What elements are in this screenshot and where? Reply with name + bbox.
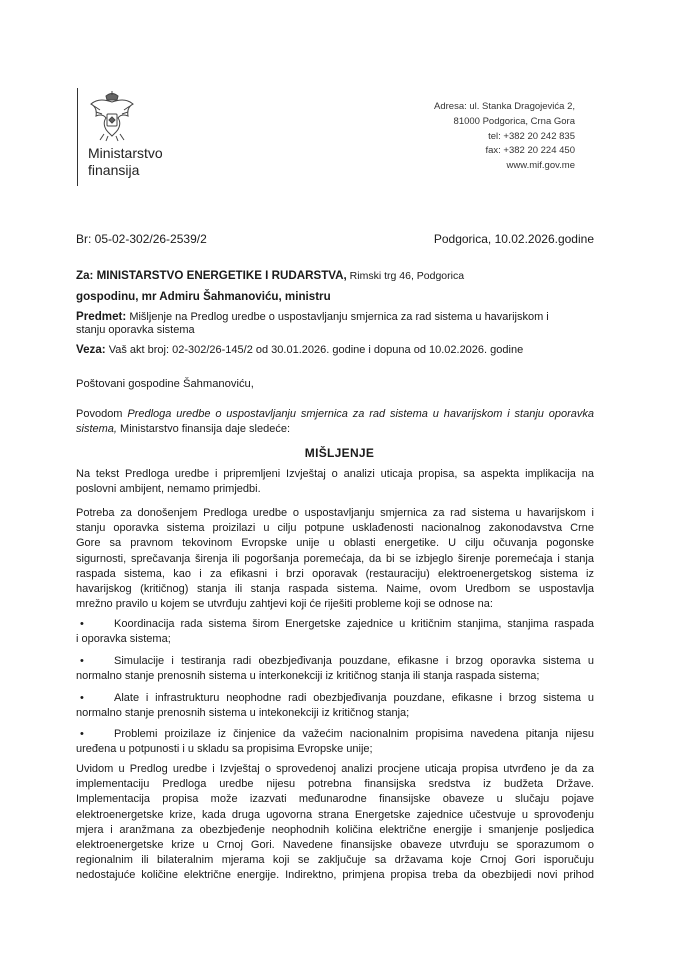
ministry-name-line2: finansija xyxy=(88,162,140,178)
paragraph-line: raspada sistema, kao i za efikasni i brzi oporavak (restauraciju) elektroenergetskog sistema iz xyxy=(76,567,594,580)
paragraph-line: sigurnosti, sprečavanja širenja ili pogoršanja poremećaja, da bi se izbjeglo širenje poremećaja i stanja xyxy=(76,552,594,565)
greeting: Poštovani gospodine Šahmanoviću, xyxy=(76,378,254,390)
paragraph-line: Na tekst Predloga uredbe i pripremljeni Izvještaj o analizi uticaja propisa, sa aspekta implikacija na xyxy=(76,468,594,480)
paragraph-line: havarijskog (kritičnog) stanja ili stanja raspada sistema. Naime, ovom Uredbom se uspostavlja xyxy=(76,583,594,596)
recipient-name: MINISTARSTVO ENERGETIKE I RUDARSTVA, xyxy=(96,269,347,282)
subject-text-1: Mišljenje na Predlog uredbe o uspostavljanju smjernica za rad sistema u havarijskom i xyxy=(129,311,549,323)
paragraph-line: Gore sa pravnom tekovinom Evropske unije u oblasti energetike. U cilju očuvanja pogonske xyxy=(76,537,594,550)
paragraph-line: Uvidom u Predlog uredbe i Izvještaj o sprovedenoj analizi procjene uticaja propisa utvrđeno je da za xyxy=(76,763,594,775)
phone-line: tel: +382 20 242 835 xyxy=(488,130,575,142)
address-line: Adresa: ul. Stanka Dragojevića 2, xyxy=(434,101,575,112)
header-divider xyxy=(77,88,78,186)
bullet-line: normalno stanje prenosnih sistema u intekonekciji iz kritičnog stanja; xyxy=(76,707,410,720)
bullet-marker: • xyxy=(80,655,84,667)
paragraph-line: implementaciju Predloga uredbe nijesu potrebna finansijska sredstva iz budžeta Države. xyxy=(76,778,594,791)
bullet-line: i oporavka sistema; xyxy=(76,633,171,646)
paragraph-line: stanju oporavka sistema proizilazi u cilju potpune usklađenosti nacionalnog zakonodavstva Crne xyxy=(76,522,594,535)
paragraph-line: nedostajuće količine električne energije. Indirektno, primjena propisa treba da obezbijedi novi prihod xyxy=(76,869,594,882)
reference-label: Veza: xyxy=(76,343,106,356)
document-date: Podgorica, 10.02.2026.godine xyxy=(433,232,594,246)
bullet-item-3 xyxy=(76,691,594,721)
ministry-name-line1: Ministarstvo xyxy=(88,145,163,161)
paragraph-line: mrežno pravilo u kojem se utvrđuju zahtjevi koji će riješiti probleme koji se odnose na: xyxy=(76,598,493,611)
fax-line: fax: +382 20 224 450 xyxy=(485,145,575,157)
address-block xyxy=(434,100,575,174)
ministry-name xyxy=(88,145,163,179)
recipient-line xyxy=(76,269,464,283)
intro-line-2 xyxy=(76,422,594,437)
recipient-address: Rimski trg 46, Podgorica xyxy=(346,270,465,282)
subject-label: Predmet: xyxy=(76,310,127,323)
paragraph-line: elektroenergetske krize, kada druga ugovorna strana Energetske zajednice učestvuje u sprovođenju xyxy=(76,808,594,821)
intro-paragraph xyxy=(76,407,594,437)
subject-line xyxy=(76,310,549,324)
coat-of-arms-icon xyxy=(86,90,138,142)
bullet-line: uređena u potpunosti i u skladu sa propisima Evropske unije; xyxy=(76,743,373,756)
bullet-marker: • xyxy=(80,618,84,630)
bullet-line: normalno stanje prenosnih sistema u interkonekciji iz kritičnog stanja ili stanja raspada sistema; xyxy=(76,670,540,683)
reference-line xyxy=(76,343,523,357)
bullet-item-1 xyxy=(76,617,594,647)
paragraph-line: mjera i aranžmana za obezbjeđenje neophodnih količina električne energije i smanjenje posljedica xyxy=(76,823,594,836)
paragraph-line: Implementacija propisa može izazvati međunarodne finansijske obaveze u slučaju pojave xyxy=(76,793,594,806)
paragraph-1 xyxy=(76,467,594,497)
paragraph-2 xyxy=(76,506,594,612)
intro-italic-2: sistema, xyxy=(76,423,117,436)
za-label: Za: xyxy=(76,269,94,282)
bullet-line: Simulacije i testiranja radi obezbjeđivanja pouzdane, efikasne i brzog oporavka sistema u xyxy=(114,655,594,667)
website-line: www.mif.gov.me xyxy=(506,160,575,172)
bullet-marker: • xyxy=(80,692,84,704)
paragraph-line: poslovni ambijent, nemamo primjedbi. xyxy=(76,483,261,496)
intro-italic-1: Predloga uredbe o uspostavljanju smjernica za rad sistema u havarijskom i stanju oporavka xyxy=(127,408,594,420)
paragraph-line: elektroenergetske krize u Crnoj Gori. Navedene finansijske obaveze utvrđuju se sporazumom o xyxy=(76,839,594,852)
paragraph-line: Potreba za donošenjem Predloga uredbe o uspostavljanju smjernica za rad sistema u havarijskom i xyxy=(76,507,594,519)
bullet-item-4 xyxy=(76,727,594,757)
reference-text: Vaš akt broj: 02-302/26-145/2 od 30.01.2026. godine i dopuna od 10.02.2026. godine xyxy=(108,344,524,356)
bullet-marker: • xyxy=(80,728,84,740)
subject-text-2: stanju oporavka sistema xyxy=(76,324,195,336)
paragraph-3 xyxy=(76,762,594,884)
bullet-line: Problemi proizilaze iz činjenice da važećim nacionalnim propisima navedena pitanja nijesu xyxy=(114,728,594,740)
address-line: 81000 Podgorica, Crna Gora xyxy=(453,115,575,127)
intro-line-1 xyxy=(76,407,594,422)
intro-prefix: Povodom xyxy=(76,408,128,420)
opinion-title: MIŠLJENJE xyxy=(304,446,375,460)
bullet-item-2 xyxy=(76,654,594,684)
paragraph-line: regionalnim ili bilateralnim mjerama koji se zaključuje sa državama koje Crnoj Gori isporučuju xyxy=(76,854,594,867)
bullet-line: Alate i infrastrukturu neophodne radi obezbjeđivanja pouzdane, efikasne i brzog sistema u xyxy=(114,692,594,704)
bullet-line: Koordinacija rada sistema širom Energetske zajednice u kritičnim stanjima, stanjima raspada xyxy=(114,618,594,630)
attention-line: gospodinu, mr Admiru Šahmanoviću, ministru xyxy=(76,290,331,303)
reference-number: Br: 05-02-302/26-2539/2 xyxy=(76,232,207,246)
intro-suffix: Ministarstvo finansija daje sledeće: xyxy=(116,423,290,436)
